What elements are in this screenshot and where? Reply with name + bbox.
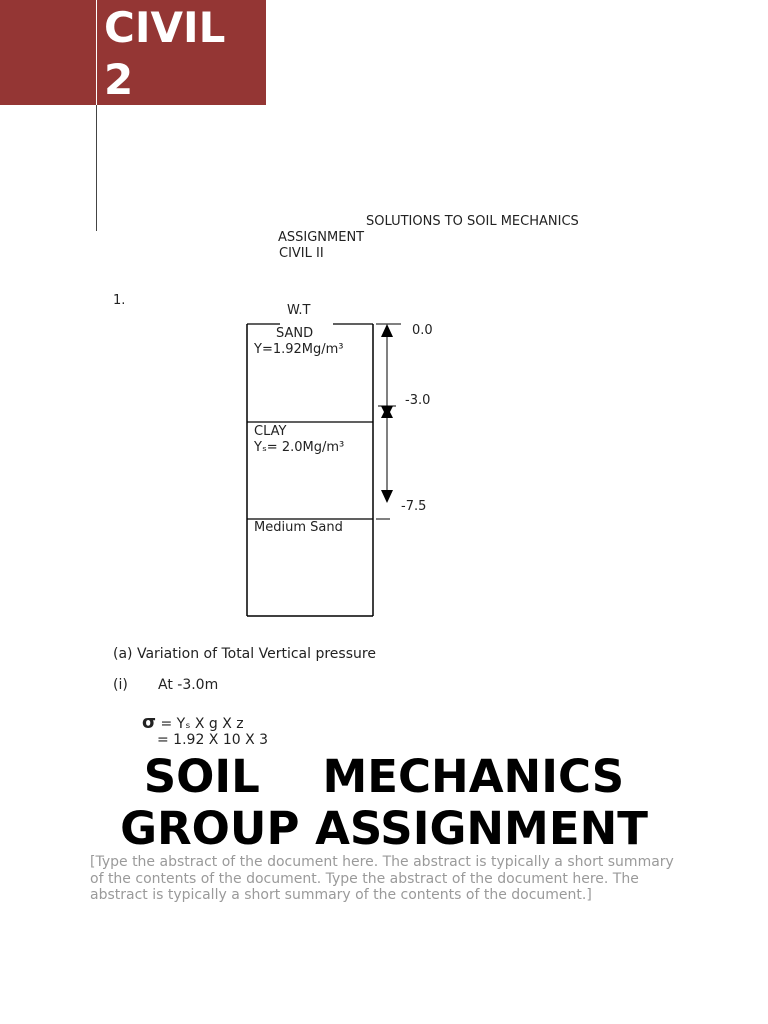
water-table-label: W.T — [287, 303, 311, 318]
layer-sand-property: Y=1.92Mg/m³ — [254, 342, 344, 357]
question-number: 1. — [113, 293, 126, 308]
layer-medium-sand-name: Medium Sand — [254, 520, 343, 535]
depth-label-7-5: -7.5 — [401, 499, 427, 514]
depth-label-3: -3.0 — [405, 393, 431, 408]
layer-clay-name: CLAY — [254, 424, 287, 439]
solutions-header-line3: CIVIL II — [279, 246, 324, 261]
sub-item-text: At -3.0m — [158, 677, 219, 693]
document-title-line1: SOIL MECHANICS — [143, 750, 625, 803]
solutions-header-line2: ASSIGNMENT — [278, 230, 365, 245]
abstract-placeholder[interactable]: [Type the abstract of the document here. The abstract is typically a short summary of the contents of the document. Type the abstract of the document here. The abstract is typically a short summary of the contents of the document.] — [90, 854, 674, 903]
depth-label-0: 0.0 — [412, 323, 433, 338]
arrow-down-icon — [381, 490, 393, 503]
layer-sand-name: SAND — [276, 326, 314, 341]
formula-expression: = Yₛ X g X z — [160, 716, 244, 732]
formula-line-2: = 1.92 X 10 X 3 — [157, 732, 269, 748]
layer-clay-property: Yₛ= 2.0Mg/m³ — [254, 440, 345, 455]
part-a-heading: (a) Variation of Total Vertical pressure — [113, 646, 376, 662]
arrow-up-icon — [381, 324, 393, 337]
cover-title: CIVIL 2 — [104, 3, 226, 104]
sigma-symbol: σ — [142, 712, 157, 733]
document-title-line2: GROUP ASSIGNMENT — [120, 802, 648, 855]
sub-item-label: (i) — [113, 677, 128, 693]
solutions-header-line1: SOLUTIONS TO SOIL MECHANICS — [366, 214, 579, 229]
formula-line-1 — [142, 712, 244, 733]
